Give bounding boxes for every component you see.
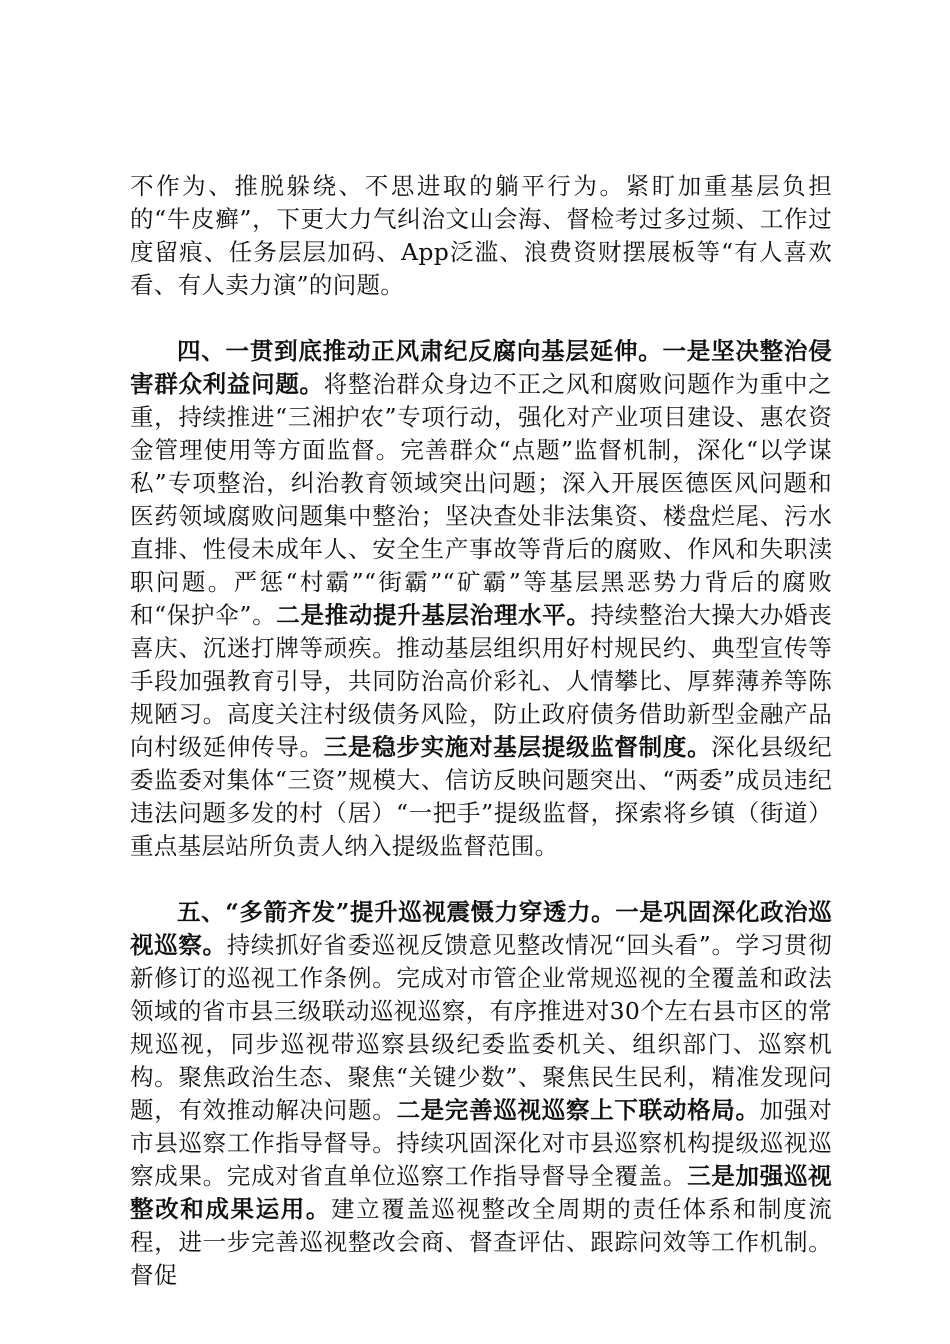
paragraph-3 <box>130 896 832 1292</box>
paragraph-1-text: 不作为、推脱躲绕、不思进取的躺平行为。紧盯加重基层负担的“牛皮癣”，下更大力气纠治文山会海、督检考过多过频、工作过度留痕、任务层层加码、App泛滥、浪费资财摆展板等“有人喜欢看、有人卖力演”的问题。 <box>130 172 832 299</box>
section-5-point-2-heading: 二是完善巡视巡察上下联动格局。 <box>396 1096 760 1124</box>
section-4-point-2-heading: 二是推动提升基层治理水平。 <box>276 601 591 629</box>
section-5-heading: 五、“多箭齐发”提升巡视震慑力穿透力。一是巩固深化政治巡视巡察。 <box>130 898 832 959</box>
section-4-heading: 四、一贯到底推动正风肃纪反腐向基层延伸。一是坚决整治侵害群众利益问题。 <box>130 337 832 398</box>
paragraph-2-text-1: 将整治群众身边不正之风和腐败问题作为重中之重，持续推进“三湘护农”专项行动，强化对产业项目建设、惠农资金管理使用等方面监督。完善群众“点题”监督机制，深化“以学谋私”专项整治，纠治教育领域突出问题；深入开展医德医风问题和医药领域腐败问题集中整治；坚决查处非法集资、楼盘烂尾、污水直排、性侵未成年人、安全生产事故等背后的腐败、作风和失职渎职问题。严惩“村霸”“街霸”“矿霸”等基层黑恶势力背后的腐败和“保护伞”。 <box>130 370 832 629</box>
paragraph-2 <box>130 335 832 863</box>
paragraph-2-text-3: 深化县级纪委监委对集体“三资”规模大、信访反映问题突出、“两委”成员违纪违法问题多发的村（居）“一把手”提级监督，探索将乡镇（街道）重点基层站所负责人纳入提级监督范围。 <box>130 733 832 860</box>
paragraph-2-text-2: 持续整治大操大办婚丧喜庆、沉迷打牌等顽疾。推动基层组织用好村规民约、典型宣传等手段加强教育引导，共同防治高价彩礼、人情攀比、厚葬薄养等陈规陋习。高度关注村级债务风险，防止政府债务借助新型金融产品向村级延伸传导。 <box>130 601 832 761</box>
paragraph-3-text-3: 建立覆盖巡视整改全周期的责任体系和制度流程，进一步完善巡视整改会商、督查评估、跟踪问效等工作机制。督促 <box>130 1195 832 1289</box>
section-5-point-3-heading: 三是加强巡视整改和成果运用。 <box>130 1162 832 1223</box>
section-4-point-3-heading: 三是稳步实施对基层提级监督制度。 <box>323 733 712 761</box>
paragraph-3-text-2: 加强对市县巡察工作指导督导。持续巩固深化对市县巡察机构提级巡视巡察成果。完成对省直单位巡察工作指导督导全覆盖。 <box>130 1096 832 1190</box>
paragraph-1 <box>130 170 832 302</box>
paragraph-3-text-1: 持续抓好省委巡视反馈意见整改情况“回头看”。学习贯彻新修订的巡视工作条例。完成对市管企业常规巡视的全覆盖和政法领域的省市县三级联动巡视巡察，有序推进对30个左右县市区的常规巡视，同步巡视带巡察县级纪委监委机关、组织部门、巡察机构。聚焦政治生态、聚焦“关键少数”、聚焦民生民利，精准发现问题，有效推动解决问题。 <box>130 931 833 1124</box>
document-page <box>130 170 832 1292</box>
